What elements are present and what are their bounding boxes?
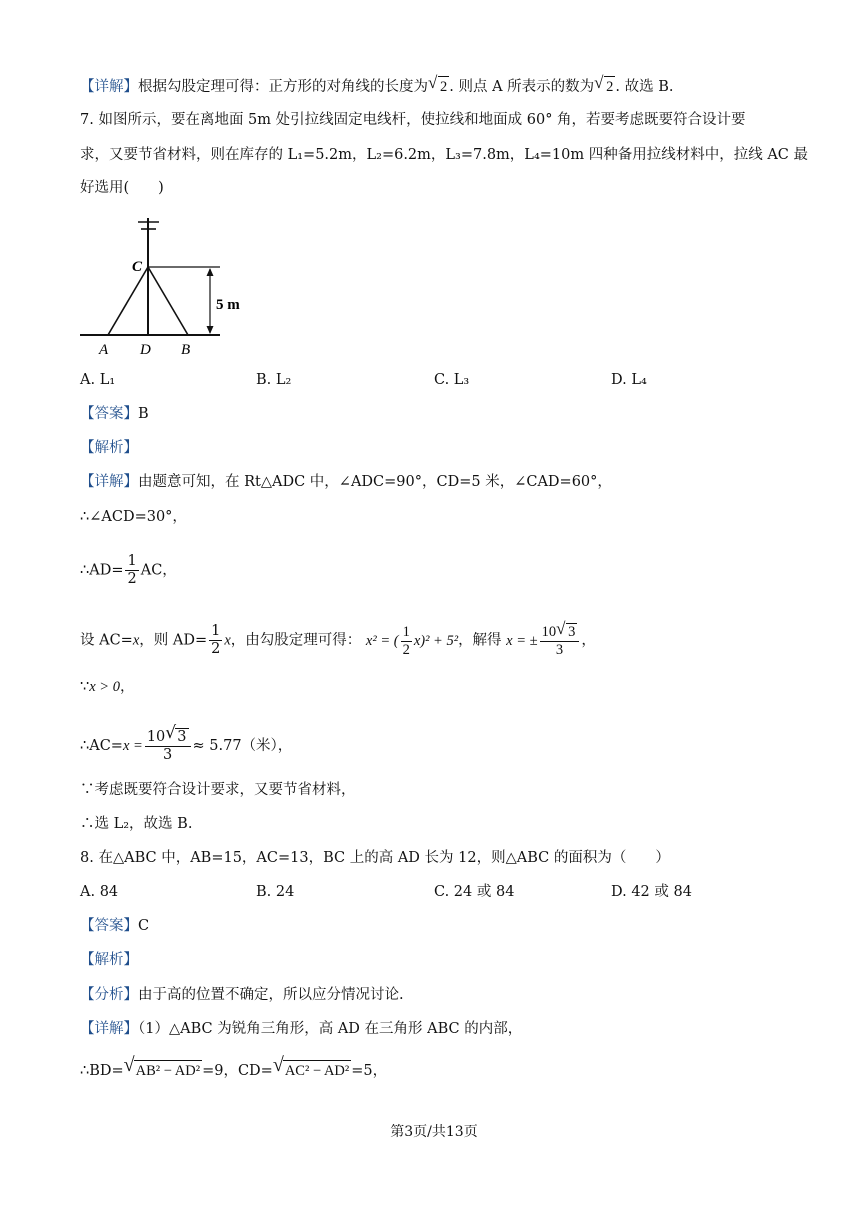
label-5m: 5 m (216, 297, 240, 313)
q7-detail-line-6: ∴AC=x = 10 √ 3 3 ≈ 5.77（米）， (80, 723, 293, 763)
q7-option-a: A. L₁ (80, 372, 116, 388)
label-A: A (99, 342, 109, 358)
q7-answer: B (138, 406, 149, 422)
label-D: D (140, 342, 151, 358)
q7-figure (78, 212, 258, 360)
q7-option-c: C. L₃ (434, 372, 470, 388)
q8-answer: C (138, 918, 150, 934)
q8-analysis-tag: 【解析】 (80, 952, 138, 968)
detail-tag: 【详解】 (80, 79, 138, 95)
q8-detail-line-1: 【详解】（1）△ABC 为锐角三角形，高 AD 在三角形 ABC 的内部， (80, 1021, 523, 1037)
q8-option-c: C. 24 或 84 (434, 884, 515, 900)
cd-sqrt: √ AC² − AD² (272, 1054, 350, 1079)
q7-detail-line-1: 【详解】由题意可知，在 Rt△ADC 中，∠ADC=90°，CD=5 米，∠CAD=60°， (80, 474, 612, 490)
q7-detail-line-2: ∴∠ACD=30°， (80, 509, 187, 525)
q6-detail-text-2: . 则点 A 所表示的数为 (449, 79, 595, 95)
solution: x = ± 10 √ 3 3 (506, 633, 581, 649)
q7-stem-line-2: 求，又要节省材料，则在库存的 L₁=5.2m，L₂=6.2m，L₃=7.8m，L₄=10m 四种备用拉线材料中，拉线 AC 最 (80, 147, 808, 163)
q7-detail-line-7: ∵考虑既要符合设计要求，又要节省材料， (80, 782, 356, 798)
q6-detail-text-3: . 故选 B. (615, 79, 674, 95)
label-B: B (181, 342, 191, 358)
q7-detail-line-4: 设 AC=x，则 AD= $\frac{1}{2}$ x，由勾股定理可得： x² = ( $\frac{1}{2}$ x)² + 5²，解得 x = ± 10 √ 3 3 ， (80, 619, 596, 659)
q7-stem-line-3: 好选用( ) (80, 180, 164, 196)
q7-answer-line (80, 404, 149, 424)
q8-option-d: D. 42 或 84 (611, 884, 692, 900)
q7-stem-line-1: 7. 如图所示，要在离地面 5m 处引拉线固定电线杆，使拉线和地面成 60° 角，若要考虑既要符合设计要 (80, 112, 746, 128)
sqrt-2-a: √ 2 (428, 73, 448, 95)
pythag-equation: x² = ( $\frac{1}{2}$ x)² + 5² (365, 623, 459, 658)
frac-half-2: $\frac{1}{2}$ (211, 623, 221, 657)
q7-detail-line-3: ∴AD= $\frac{1}{2}$ AC， (80, 553, 177, 587)
q8-option-a: A. 84 (80, 884, 119, 900)
q6-detail-line (80, 73, 674, 97)
q6-detail-text-1: 根据勾股定理可得：正方形的对角线的长度为 (138, 79, 428, 95)
q7-detail-line-5: ∵x > 0， (80, 679, 135, 695)
q8-stem: 8. 在△ABC 中，AB=15，AC=13，BC 上的高 AD 长为 12，则△ABC 的面积为（ ） (80, 850, 670, 866)
q7-analysis-tag: 【解析】 (80, 440, 138, 456)
frac-half: $\frac{1}{2}$ (127, 553, 137, 587)
sqrt-2-b: √ 2 (594, 73, 614, 95)
q8-detail-line-2: ∴BD= √ AB² − AD² =9，CD= √ AC² − AD² =5， (80, 1054, 388, 1079)
q8-answer-line: 【答案】C (80, 918, 150, 934)
q7-detail-line-8: ∴选 L₂，故选 B. (80, 816, 193, 832)
bd-sqrt: √ AB² − AD² (123, 1054, 201, 1079)
q8-option-b: B. 24 (256, 884, 295, 900)
answer-tag: 【答案】 (80, 406, 138, 422)
q8-fenxi-line: 【分析】由于高的位置不确定，所以应分情况讨论. (80, 987, 404, 1003)
page-footer: 第3页/共13页 (390, 1124, 478, 1140)
q7-option-b: B. L₂ (256, 372, 292, 388)
frac-ten-root3: 10 √ 3 3 (145, 728, 191, 764)
label-C: C (132, 259, 143, 275)
q7-option-d: D. L₄ (611, 372, 647, 388)
